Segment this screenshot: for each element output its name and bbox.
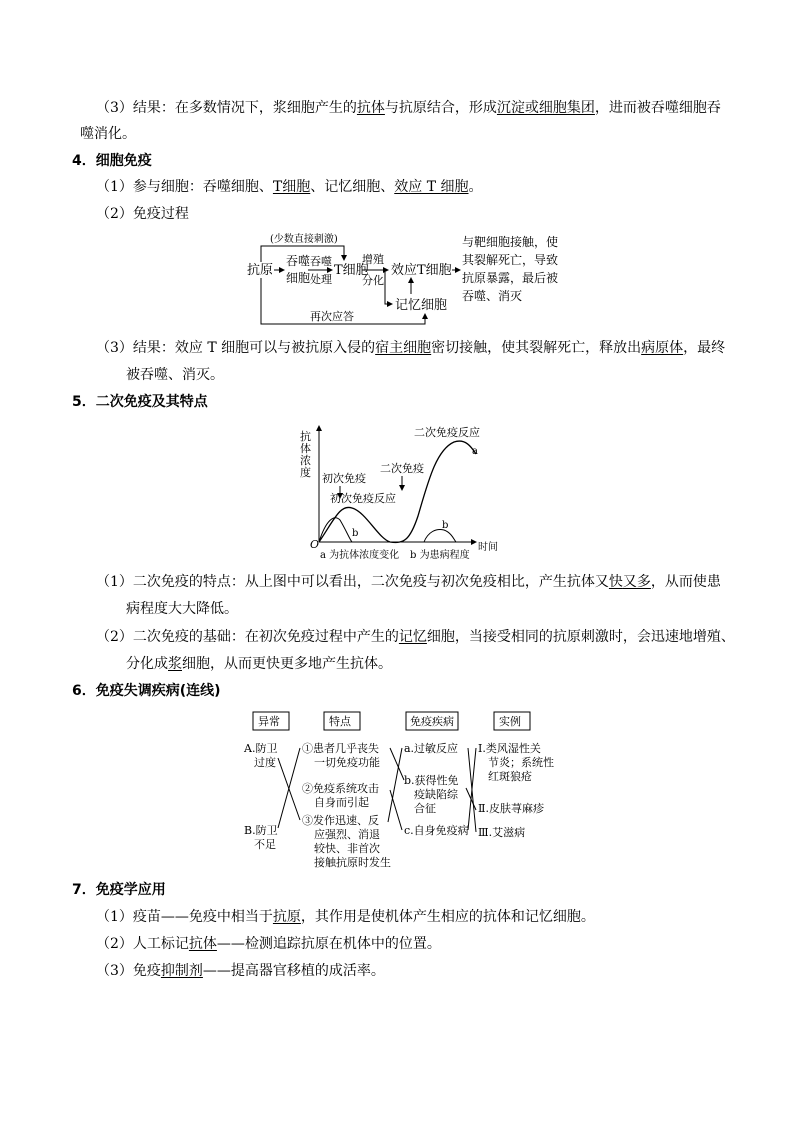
- result-paragraph: （3）结果：在多数情况下，浆细胞产生的抗体与抗原结合，形成沉淀或细胞集团，进而被吞噬细胞吞: [96, 100, 721, 116]
- disorder-matching-diagram: [238, 708, 554, 874]
- svg-text:Ⅱ.皮肤荨麻疹: Ⅱ.皮肤荨麻疹: [478, 802, 544, 815]
- svg-text:较快、非首次: 较快、非首次: [314, 842, 380, 855]
- x-axis-label: 时间: [478, 542, 498, 553]
- svg-text:疫缺陷综: 疫缺陷综: [414, 788, 458, 801]
- svg-text:b.获得性免: b.获得性免: [404, 774, 459, 787]
- svg-text:a: a: [472, 446, 478, 457]
- svg-text:体: 体: [300, 442, 311, 455]
- header-disease: 免疫疾病: [410, 715, 454, 728]
- svg-text:与靶细胞接触，使: 与靶细胞接触，使: [462, 235, 559, 249]
- application-labeled-antibody: （2）人工标记抗体——检测追踪抗原在机体中的位置。: [96, 936, 441, 952]
- memory-cell-node: 记忆细胞: [395, 298, 448, 313]
- legend-b: b 为患病程度: [410, 550, 470, 561]
- legend-a: a 为抗体浓度变化: [320, 550, 400, 561]
- svg-text:c.自身免疫病: c.自身免疫病: [404, 824, 469, 837]
- first-immune-label: 初次免疫: [322, 472, 366, 485]
- svg-text:Ⅲ.艾滋病: Ⅲ.艾滋病: [478, 826, 526, 839]
- secondary-immunity-graph: [294, 420, 504, 562]
- svg-text:吞噬、消灭: 吞噬、消灭: [462, 289, 523, 303]
- svg-text:b: b: [352, 528, 359, 539]
- participating-cells: （1）参与细胞：吞噬细胞、T细胞、记忆细胞、效应 T 细胞。: [96, 179, 483, 195]
- disease-curve-b2: [424, 530, 456, 543]
- svg-text:一切免疫功能: 一切免疫功能: [314, 756, 380, 769]
- header-abnormal: 异常: [258, 715, 280, 728]
- svg-text:Ⅰ.类风湿性关: Ⅰ.类风湿性关: [478, 742, 541, 755]
- svg-text:红斑狼疮: 红斑狼疮: [488, 770, 532, 783]
- disease-curve-b1: [319, 518, 352, 542]
- reresponse-label: 再次应答: [310, 310, 354, 323]
- application-vaccine: （1）疫苗——免疫中相当于抗原，其作用是使机体产生相应的抗体和记忆细胞。: [96, 909, 595, 925]
- few-direct-label: (少数直接刺激): [270, 234, 338, 245]
- application-suppressant: （3）免疫抑制剂——提高器官移植的成活率。: [96, 963, 385, 979]
- secondary-immunity-features: （1）二次免疫的特点：从上图中可以看出，二次免疫与初次免疫相比，产生抗体又快又多，从而使患: [96, 574, 721, 590]
- svg-text:接触抗原时发生: 接触抗原时发生: [314, 856, 391, 869]
- t-cell-node: T细胞: [334, 263, 369, 278]
- section-title-secondary-immunity: 5．二次免疫及其特点: [72, 394, 208, 410]
- svg-text:节炎；系统性: 节炎；系统性: [488, 756, 554, 769]
- svg-text:过度: 过度: [254, 756, 276, 769]
- svg-text:②免疫系统攻击: ②免疫系统攻击: [302, 782, 379, 795]
- svg-text:A.防卫: A.防卫: [244, 742, 278, 755]
- section-title-immune-disorders: 6．免疫失调疾病(连线): [72, 683, 221, 699]
- svg-text:其裂解死亡，导致: 其裂解死亡，导致: [462, 253, 559, 267]
- svg-text:增殖: 增殖: [362, 253, 384, 266]
- header-example: 实例: [499, 715, 521, 728]
- svg-text:浓: 浓: [300, 454, 311, 467]
- svg-text:B.防卫: B.防卫: [244, 824, 278, 837]
- second-response-label: 二次免疫反应: [414, 426, 480, 439]
- svg-text:处理: 处理: [310, 273, 332, 286]
- svg-text:b: b: [442, 520, 449, 531]
- antigen-node: 抗原: [247, 263, 274, 278]
- svg-text:③发作迅速、反: ③发作迅速、反: [302, 814, 379, 827]
- svg-text:抗: 抗: [300, 430, 311, 443]
- svg-text:自身而引起: 自身而引起: [314, 796, 369, 809]
- second-immune-label: 二次免疫: [380, 462, 424, 475]
- phagocyte-node: 吞噬: [286, 254, 311, 268]
- svg-text:度: 度: [300, 466, 311, 479]
- section-title-cellular-immunity: 4．细胞免疫: [72, 153, 152, 169]
- immune-process-label: （2）免疫过程: [96, 206, 189, 222]
- first-response-label: 初次免疫反应: [330, 492, 396, 505]
- svg-text:细胞: 细胞: [286, 271, 311, 285]
- result-paragraph-cont: 噬消化。: [80, 126, 136, 142]
- immune-process-diagram: [240, 228, 560, 332]
- svg-text:①患者几乎丧失: ①患者几乎丧失: [302, 742, 379, 755]
- svg-text:吞噬: 吞噬: [310, 255, 332, 268]
- header-feature: 特点: [329, 715, 351, 728]
- svg-text:合征: 合征: [414, 802, 436, 815]
- svg-text:不足: 不足: [254, 838, 276, 851]
- effector-t-cell-node: 效应T细胞: [391, 263, 452, 278]
- origin-label: O: [310, 538, 320, 551]
- svg-text:应强烈、消退: 应强烈、消退: [314, 828, 380, 841]
- secondary-immunity-basis: （2）二次免疫的基础：在初次免疫过程中产生的记忆细胞，当接受相同的抗原刺激时，会迅速地增殖、: [96, 629, 735, 645]
- cellular-result-paragraph: （3）结果：效应 T 细胞可以与被抗原入侵的宿主细胞密切接触，使其裂解死亡，释放出病原体，最终: [96, 340, 726, 356]
- svg-text:抗原暴露，最后被: 抗原暴露，最后被: [462, 271, 559, 285]
- svg-text:a.过敏反应: a.过敏反应: [404, 742, 459, 755]
- section-title-immunology-applications: 7．免疫学应用: [72, 882, 166, 898]
- svg-text:分化: 分化: [362, 274, 384, 287]
